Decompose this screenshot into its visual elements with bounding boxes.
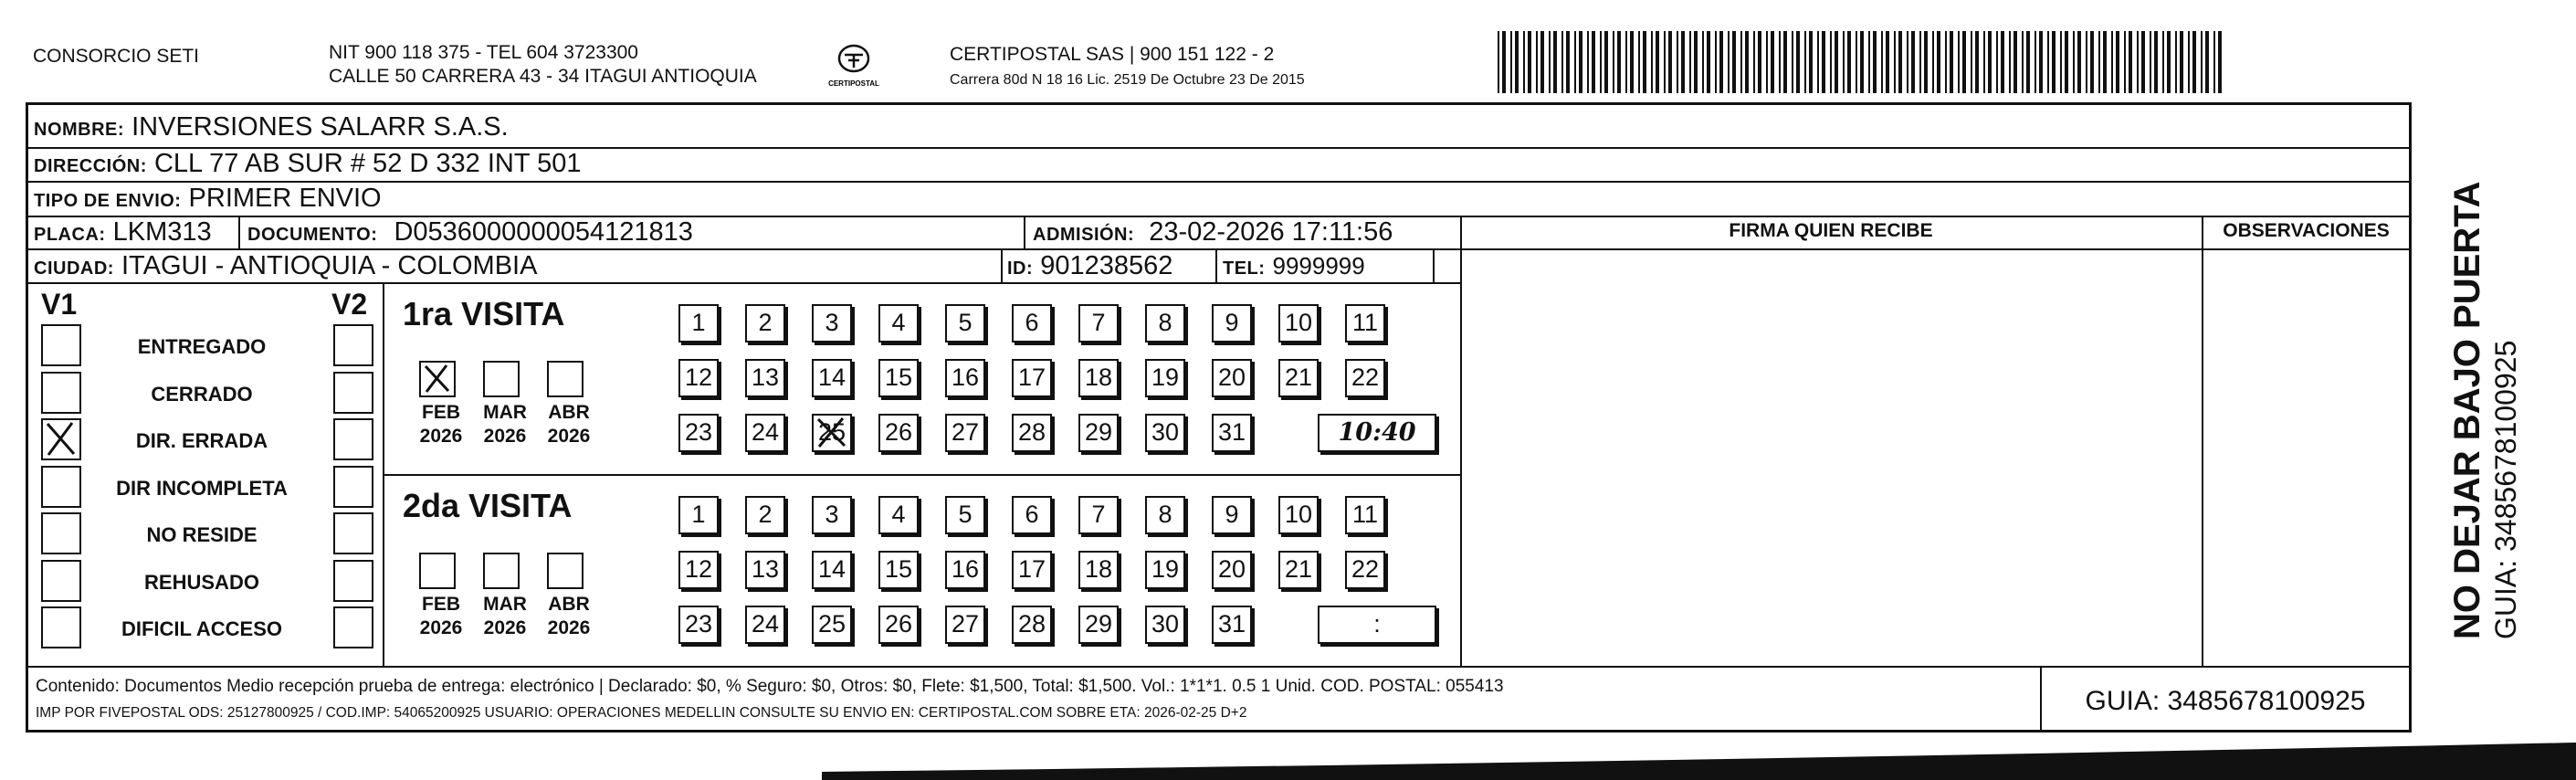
time-box[interactable] <box>1318 606 1436 644</box>
day-number: 7 <box>1091 309 1106 336</box>
day-box[interactable] <box>678 551 719 589</box>
day-box[interactable] <box>1345 304 1385 343</box>
tipo-envio-field <box>34 184 382 216</box>
ciudad-value: ITAGUI - ANTIOQUIA - COLOMBIA <box>121 251 538 280</box>
day-number: 20 <box>1217 364 1246 391</box>
month-name: FEB <box>422 594 460 615</box>
day-box[interactable] <box>1278 304 1319 343</box>
day-number: 13 <box>751 555 780 583</box>
placa-value: LKM313 <box>112 217 212 247</box>
day-box[interactable] <box>1145 304 1185 343</box>
month-name: MAR <box>483 402 527 423</box>
month-year: 2026 <box>547 617 591 638</box>
day-box[interactable] <box>878 496 919 534</box>
day-box[interactable] <box>1012 551 1052 589</box>
day-box[interactable] <box>1012 606 1052 644</box>
tel-field <box>1223 251 1365 283</box>
x-mark-icon <box>43 420 79 459</box>
v2-checkbox[interactable] <box>333 512 373 554</box>
day-number: 21 <box>1284 364 1313 391</box>
day-box[interactable] <box>812 414 852 452</box>
direccion-value: CLL 77 AB SUR # 52 D 332 INT 501 <box>153 149 582 178</box>
day-number: 10 <box>1284 501 1313 528</box>
firma-header: FIRMA QUIEN RECIBE <box>1729 220 1933 241</box>
tipo-envio-value: PRIMER ENVIO <box>188 184 382 213</box>
day-box[interactable] <box>1012 359 1052 397</box>
documento-field <box>247 217 693 249</box>
day-number: 31 <box>1217 610 1246 638</box>
v1-checkbox[interactable] <box>41 512 81 554</box>
day-number: 12 <box>684 555 713 583</box>
day-number: 3 <box>825 309 839 336</box>
id-label: ID: <box>1007 258 1034 279</box>
admision-label: ADMISIÓN: <box>1033 225 1135 245</box>
nombre-field <box>34 112 509 144</box>
v1-checkbox[interactable] <box>41 418 81 460</box>
day-box[interactable] <box>678 496 719 534</box>
x-mark-icon <box>421 363 454 395</box>
no-dejar-bajo-puerta: NO DEJAR BAJO PUERTA <box>2447 181 2487 639</box>
day-box[interactable] <box>1212 414 1252 452</box>
documento-value: D0536000000054121813 <box>394 217 693 247</box>
day-number: 19 <box>1151 364 1180 391</box>
status-label: ENTREGADO <box>137 335 267 358</box>
day-number: 17 <box>1017 364 1046 391</box>
side-guia: GUIA: 3485678100925 <box>2489 340 2522 639</box>
v1-checkbox[interactable] <box>41 606 81 648</box>
certipostal-line: CERTIPOSTAL SAS | 900 151 122 - 2 <box>950 44 1275 65</box>
day-number: 25 <box>817 610 846 638</box>
day-box[interactable] <box>812 606 852 644</box>
footer-contenido: Contenido: Documentos Medio recepción prueba de entrega: electrónico | Declarado: $0, % Seguro: $0, Otros: $0, Flete: $1,500, Total: $1,500. Vol.: 1*1*1. 0.5 1 Unid. COD. POSTAL: 055413 <box>36 677 1504 696</box>
v2-checkbox[interactable] <box>333 560 373 602</box>
day-number: 27 <box>951 418 980 446</box>
day-number: 1 <box>691 501 706 528</box>
month-year: 2026 <box>419 617 463 638</box>
day-box[interactable] <box>1078 606 1119 644</box>
day-number: 3 <box>825 501 839 528</box>
day-number: 5 <box>958 309 973 336</box>
day-box[interactable] <box>1078 304 1119 343</box>
day-box[interactable] <box>1145 414 1185 452</box>
month-checkbox[interactable] <box>483 361 520 397</box>
day-box[interactable] <box>1145 496 1185 534</box>
day-box[interactable] <box>878 414 919 452</box>
day-number: 11 <box>1351 501 1379 528</box>
day-box[interactable] <box>1012 304 1052 343</box>
day-box[interactable] <box>1078 359 1119 397</box>
admision-field <box>1033 217 1393 249</box>
tel-label: TEL: <box>1223 258 1266 279</box>
day-box[interactable] <box>678 606 719 644</box>
day-box[interactable] <box>1145 359 1185 397</box>
company-address: CALLE 50 CARRERA 43 - 34 ITAGUI ANTIOQUIA <box>329 66 757 87</box>
day-number: 28 <box>1017 610 1046 638</box>
id-value: 901238562 <box>1040 251 1173 280</box>
month-checkbox[interactable] <box>419 361 456 397</box>
day-box[interactable] <box>878 606 919 644</box>
day-number: 15 <box>884 364 913 391</box>
admision-value: 23-02-2026 17:11:56 <box>1149 217 1393 247</box>
month-name: FEB <box>422 402 460 423</box>
month-checkbox[interactable] <box>547 361 584 397</box>
direccion-label: DIRECCIÓN: <box>34 156 147 176</box>
v1-header: V1 <box>41 288 78 321</box>
day-number: 18 <box>1084 555 1113 583</box>
day-box[interactable] <box>1012 496 1052 534</box>
observaciones-header: OBSERVACIONES <box>2223 220 2390 241</box>
month-label <box>414 401 468 448</box>
day-box[interactable] <box>745 496 785 534</box>
day-box[interactable] <box>878 359 919 397</box>
day-box[interactable] <box>945 496 985 534</box>
day-box[interactable] <box>1345 359 1385 397</box>
x-mark-icon <box>814 416 850 450</box>
nit-line: NIT 900 118 375 - TEL 604 3723300 <box>329 42 638 63</box>
direccion-field <box>34 149 581 181</box>
day-box[interactable] <box>945 606 985 644</box>
day-box[interactable] <box>812 496 852 534</box>
day-box[interactable] <box>945 414 985 452</box>
documento-label: DOCUMENTO: <box>247 225 378 245</box>
tel-value: 9999999 <box>1272 252 1365 279</box>
day-number: 16 <box>951 364 980 391</box>
day-number: 22 <box>1351 555 1380 583</box>
day-number: 24 <box>751 610 780 638</box>
month-checkbox[interactable] <box>419 553 456 589</box>
day-number: 12 <box>684 364 713 391</box>
day-box[interactable] <box>1145 551 1185 589</box>
nombre-label: NOMBRE: <box>34 120 125 140</box>
v1-checkbox[interactable] <box>41 324 81 366</box>
day-box[interactable] <box>678 414 719 452</box>
logo-caption: CERTIPOSTAL <box>828 79 879 88</box>
day-box[interactable] <box>1078 414 1119 452</box>
day-number: 30 <box>1151 610 1180 638</box>
day-number: 21 <box>1284 555 1313 583</box>
day-number: 10 <box>1284 309 1313 336</box>
v1-checkbox[interactable] <box>41 372 81 414</box>
placa-label: PLACA: <box>34 225 106 245</box>
time-value: : <box>1373 610 1381 638</box>
month-name: ABR <box>548 594 590 615</box>
company-name: CONSORCIO SETI <box>33 46 200 67</box>
status-label: DIR. ERRADA <box>135 429 268 452</box>
v2-header: V2 <box>331 288 368 321</box>
day-number: 28 <box>1017 418 1046 446</box>
month-checkbox[interactable] <box>547 553 584 589</box>
day-number: 19 <box>1151 555 1180 583</box>
day-box[interactable] <box>1345 496 1385 534</box>
month-year: 2026 <box>483 426 527 447</box>
day-box[interactable] <box>1345 551 1385 589</box>
day-number: 2 <box>758 501 773 528</box>
day-box[interactable] <box>812 359 852 397</box>
footer-impresion: IMP POR FIVEPOSTAL ODS: 25127800925 / COD.IMP: 54065200925 USUARIO: OPERACIONES MEDELLIN CONSULTE SU ENVIO EN: CERTIPOSTAL.COM SOBRE ETA: 2026-02-25 D+2 <box>36 705 1247 721</box>
day-number: 18 <box>1084 364 1113 391</box>
day-number: 13 <box>751 364 780 391</box>
month-year: 2026 <box>419 426 463 447</box>
barcode <box>1498 31 2228 95</box>
day-number: 29 <box>1084 610 1113 638</box>
v2-checkbox[interactable] <box>333 418 373 460</box>
day-number: 11 <box>1351 309 1379 336</box>
day-number: 14 <box>817 555 846 583</box>
certipostal-logo <box>826 40 881 91</box>
day-number: 7 <box>1091 501 1106 528</box>
day-box[interactable] <box>745 606 785 644</box>
day-number: 4 <box>891 309 906 336</box>
month-label <box>478 593 532 640</box>
day-number: 15 <box>884 555 913 583</box>
day-number: 26 <box>884 418 913 446</box>
v1-checkbox[interactable] <box>41 560 81 602</box>
ciudad-label: CIUDAD: <box>34 258 114 279</box>
day-box[interactable] <box>1078 551 1119 589</box>
status-label: DIR INCOMPLETA <box>116 476 288 500</box>
day-number: 16 <box>951 555 980 583</box>
day-box[interactable] <box>745 359 785 397</box>
v2-checkbox[interactable] <box>333 372 373 414</box>
time-value: 10:40 <box>1338 418 1416 447</box>
visit1-title: 1ra VISITA <box>403 295 565 332</box>
status-label: NO RESIDE <box>146 523 258 546</box>
day-number: 24 <box>751 418 780 446</box>
day-number: 20 <box>1217 555 1246 583</box>
day-number: 6 <box>1025 309 1039 336</box>
day-box[interactable] <box>745 414 785 452</box>
month-label <box>541 401 596 448</box>
status-label: DIFICIL ACCESO <box>121 617 282 640</box>
day-number: 9 <box>1225 309 1239 336</box>
shipping-form <box>26 102 2412 733</box>
day-number: 1 <box>691 309 706 336</box>
day-number: 4 <box>891 501 906 528</box>
v2-checkbox[interactable] <box>333 606 373 648</box>
page-edge <box>0 726 2576 780</box>
v2-checkbox[interactable] <box>333 466 373 508</box>
day-box[interactable] <box>878 551 919 589</box>
tipo-envio-label: TIPO DE ENVIO: <box>34 191 182 211</box>
day-number: 5 <box>958 501 973 528</box>
day-number: 25 <box>817 418 846 446</box>
day-number: 9 <box>1225 501 1239 528</box>
day-box[interactable] <box>745 551 785 589</box>
day-number: 27 <box>951 610 980 638</box>
day-number: 8 <box>1158 501 1172 528</box>
day-box[interactable] <box>945 304 985 343</box>
status-label: CERRADO <box>151 382 253 406</box>
day-number: 30 <box>1151 418 1180 446</box>
day-number: 23 <box>684 610 713 638</box>
day-number: 2 <box>758 309 773 336</box>
day-box[interactable] <box>1278 551 1319 589</box>
nombre-value: INVERSIONES SALARR S.A.S. <box>131 112 509 142</box>
footer-guia: GUIA: 3485678100925 <box>2085 686 2366 716</box>
month-year: 2026 <box>547 426 591 447</box>
day-number: 17 <box>1017 555 1046 583</box>
day-box[interactable] <box>1078 496 1119 534</box>
ciudad-field <box>34 251 537 283</box>
day-box[interactable] <box>812 304 852 343</box>
placa-field <box>34 217 212 249</box>
day-box[interactable] <box>678 304 719 343</box>
day-box[interactable] <box>1012 414 1052 452</box>
month-name: MAR <box>483 594 527 615</box>
visit2-title: 2da VISITA <box>403 487 573 524</box>
month-label <box>414 593 468 640</box>
day-number: 14 <box>817 364 846 391</box>
day-box[interactable] <box>678 359 719 397</box>
day-box[interactable] <box>1278 496 1319 534</box>
v1-checkbox[interactable] <box>41 466 81 508</box>
day-box[interactable] <box>812 551 852 589</box>
day-number: 26 <box>884 610 913 638</box>
day-box[interactable] <box>1212 496 1252 534</box>
day-number: 22 <box>1351 364 1380 391</box>
month-label <box>478 401 532 448</box>
time-box[interactable] <box>1318 414 1436 452</box>
day-box[interactable] <box>878 304 919 343</box>
day-box[interactable] <box>1212 359 1252 397</box>
day-number: 23 <box>684 418 713 446</box>
day-box[interactable] <box>1212 551 1252 589</box>
day-number: 8 <box>1158 309 1172 336</box>
month-year: 2026 <box>483 617 527 638</box>
day-box[interactable] <box>1212 606 1252 644</box>
day-box[interactable] <box>1212 304 1252 343</box>
day-box[interactable] <box>1278 359 1319 397</box>
license-line: Carrera 80d N 18 16 Lic. 2519 De Octubre 23 De 2015 <box>950 72 1305 88</box>
day-box[interactable] <box>945 359 985 397</box>
month-name: ABR <box>548 402 590 423</box>
day-number: 6 <box>1025 501 1039 528</box>
day-number: 29 <box>1084 418 1113 446</box>
v2-checkbox[interactable] <box>333 324 373 366</box>
day-number: 31 <box>1217 418 1246 446</box>
day-box[interactable] <box>1145 606 1185 644</box>
month-checkbox[interactable] <box>483 553 520 589</box>
id-field <box>1007 251 1172 283</box>
day-box[interactable] <box>945 551 985 589</box>
day-box[interactable] <box>745 304 785 343</box>
status-label: REHUSADO <box>144 570 259 594</box>
month-label <box>541 593 596 640</box>
